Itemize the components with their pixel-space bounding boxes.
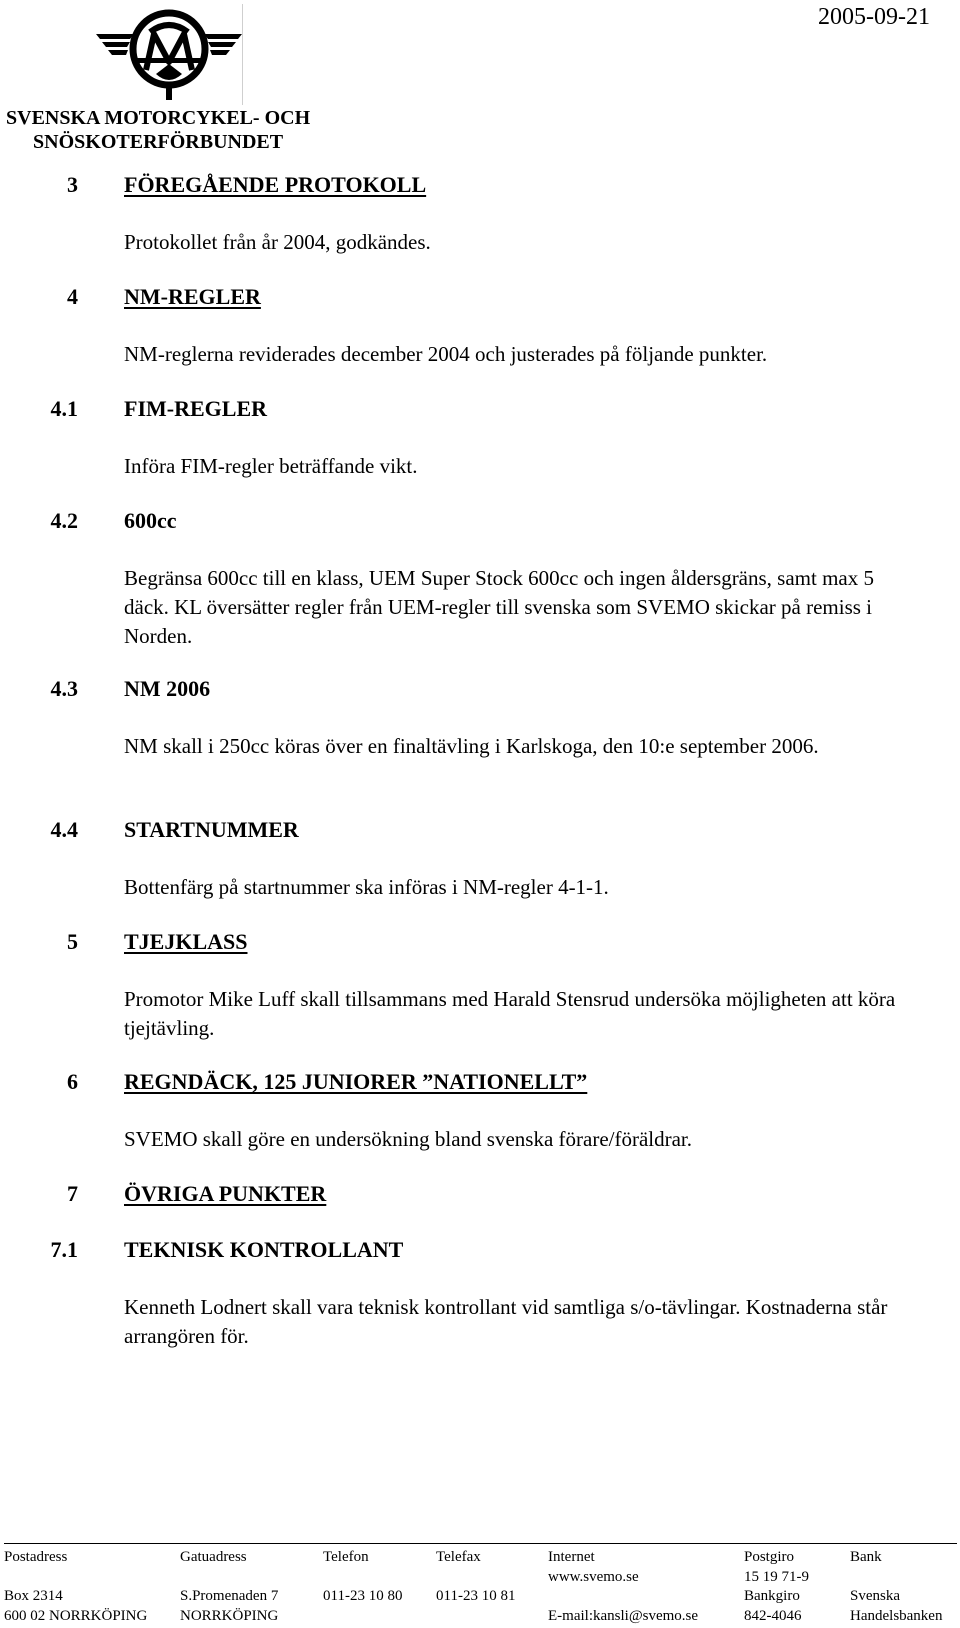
footer-email-link[interactable]: E-mail:kansli@svemo.se [548,1607,699,1624]
organization-name [6,106,310,154]
section-number: 7.1 [50,1237,78,1262]
section-number: 4.4 [50,817,78,842]
footer-telefon [323,1548,402,1607]
document-date: 2005-09-21 [818,4,930,30]
section-paragraph: Bottenfärg på startnummer ska införas i NM-regler 4-1-1. [124,875,609,899]
section-heading: NM-REGLER [124,284,261,309]
section-heading: FIM-REGLER [124,396,267,421]
logo-divider [242,4,243,105]
footer-value: Svenska [850,1588,900,1604]
footer-internet [548,1548,698,1626]
footer-label: Gatuadress [180,1549,247,1565]
footer-value: 842-4046 [744,1607,802,1624]
section-paragraph: Protokollet från år 2004, godkändes. [124,230,431,254]
section-paragraph: Införa FIM-regler beträffande vikt. [124,454,418,478]
section-paragraph: Promotor Mike Luff skall tillsammans med Harald Stensrud undersöka möjligheten att köra tjejtävling. [124,987,896,1040]
section-number: 4.2 [50,508,78,533]
section-number: 6 [67,1069,78,1094]
section-paragraph: Begränsa 600cc till en klass, UEM Super Stock 600cc och ingen åldersgräns, samt max 5 däck. KL översätter regler från UEM-regler till svenska som SVEMO skickar på remiss i Norden. [124,566,874,648]
footer-value: NORRKÖPING [180,1607,279,1624]
footer-value: Box 2314 [4,1588,63,1604]
footer-label: Bank [850,1549,882,1565]
section-number: 3 [67,172,78,197]
section-heading: NM 2006 [124,676,211,701]
footer-label: Postadress [4,1549,68,1565]
org-line-2: SNÖSKOTERFÖRBUNDET [33,131,284,153]
section-heading: 600cc [124,508,177,533]
footer-rule [4,1543,957,1544]
footer-value: 011-23 10 81 [436,1588,516,1604]
footer-postgiro [744,1548,809,1626]
footer-label: Bankgiro [744,1588,800,1604]
footer-label: Internet [548,1549,595,1565]
footer-telefax [436,1548,515,1607]
footer-gatuadress [180,1548,278,1626]
section-heading: TEKNISK KONTROLLANT [124,1237,404,1262]
section-number: 4 [67,284,78,309]
footer-web-link[interactable]: www.svemo.se [548,1568,639,1585]
section-number: 4.3 [50,676,78,701]
section-paragraph: SVEMO skall göre en undersökning bland svenska förare/föräldrar. [124,1127,693,1151]
footer-value: 600 02 NORRKÖPING [4,1607,148,1624]
footer-value: 15 19 71-9 [744,1568,809,1585]
footer-value: S.Promenaden 7 [180,1588,279,1604]
footer-label: Telefon [323,1549,369,1565]
section-heading: TJEJKLASS [124,929,248,954]
footer-label: Postgiro [744,1549,795,1565]
section-paragraph: NM-reglerna reviderades december 2004 och justerades på följande punkter. [124,342,768,366]
section-heading: STARTNUMMER [124,817,299,842]
footer-postadress [4,1548,147,1626]
footer-label: Telefax [436,1549,481,1565]
section-number: 4.1 [50,396,78,421]
section-heading: REGNDÄCK, 125 JUNIORER ”NATIONELLT” [124,1069,588,1094]
footer-value: 011-23 10 80 [323,1588,403,1604]
section-number: 7 [67,1181,78,1206]
footer-value: Handelsbanken [850,1607,943,1624]
section-paragraph: Kenneth Lodnert skall vara teknisk kontrollant vid samtliga s/o-tävlingar. Kostnaderna står arrangören för. [124,1295,888,1348]
org-line-1: SVENSKA MOTORCYKEL- OCH [6,107,311,129]
section-heading: FÖREGÅENDE PROTOKOLL [124,172,427,197]
section-heading: ÖVRIGA PUNKTER [124,1181,327,1206]
section-paragraph: NM skall i 250cc köras över en finaltävling i Karlskoga, den 10:e september 2006. [124,734,819,758]
svemo-logo [94,4,244,104]
section-number: 5 [67,929,78,954]
footer-bank [850,1548,942,1626]
